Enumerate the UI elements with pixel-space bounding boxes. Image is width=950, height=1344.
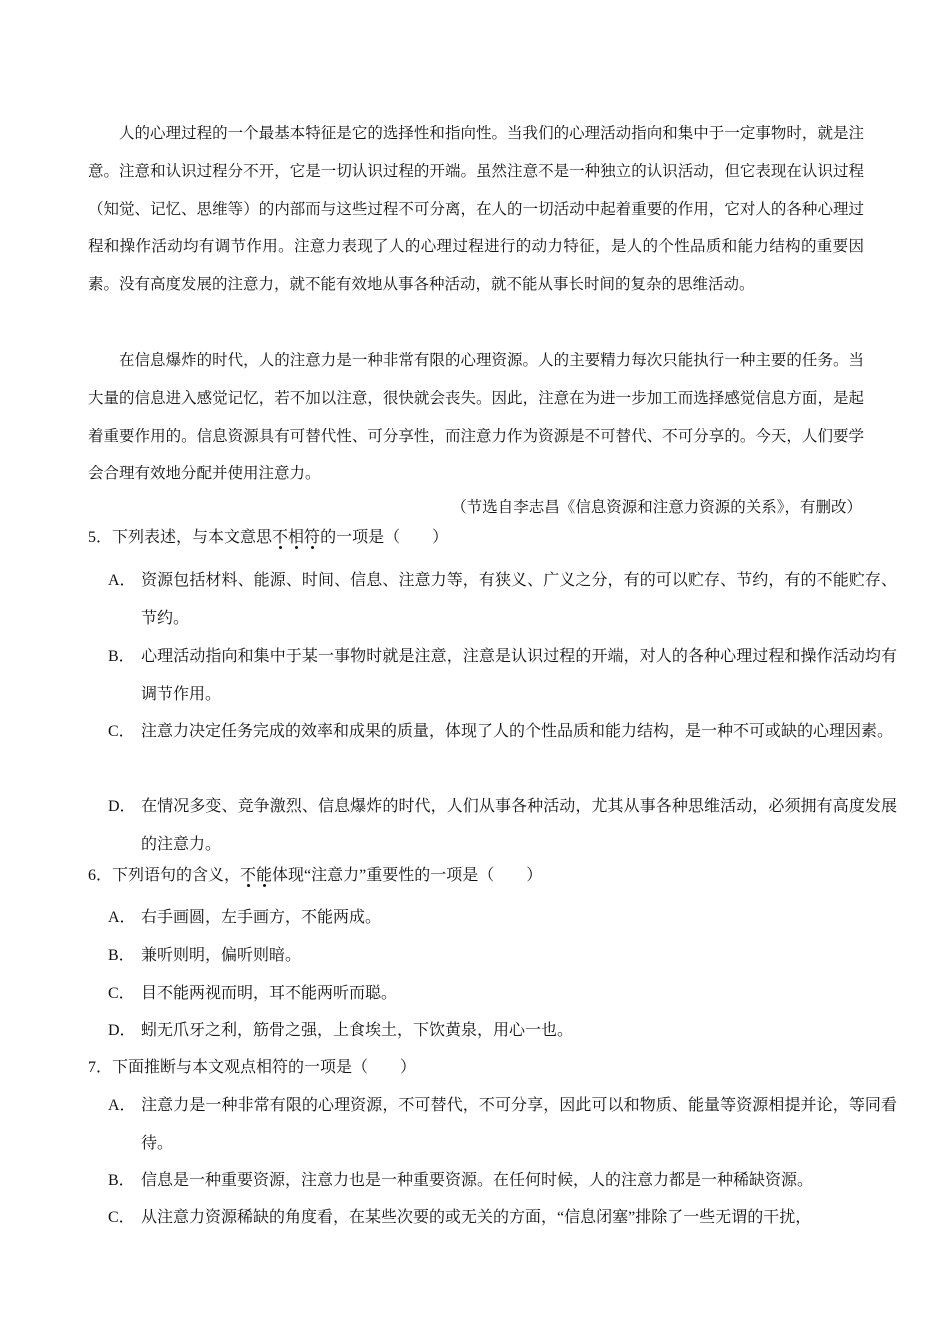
option-letter: D． <box>108 1022 136 1039</box>
question-6-option-d <box>108 1012 897 1050</box>
option-letter: B． <box>108 947 135 964</box>
question-5-option-a <box>108 562 897 637</box>
question-7-option-a <box>108 1087 897 1162</box>
option-letter: A． <box>108 572 136 589</box>
question-6-option-a <box>108 899 897 937</box>
question-5-option-c <box>108 713 897 751</box>
option-letter: B． <box>108 1172 135 1189</box>
option-letter: C． <box>108 1209 135 1226</box>
question-5-option-d <box>108 788 897 863</box>
option-text: 注意力决定任务完成的效率和成果的质量，体现了人的个性品质和能力结构，是一种不可或缺的心理因素。 <box>141 723 894 740</box>
emphasis-char: 能 <box>256 867 273 884</box>
option-letter: A． <box>108 909 136 926</box>
passage-source: （节选自李志昌《信息资源和注意力资源的关系》，有删改） <box>451 498 862 516</box>
emphasis-char: 相 <box>288 529 305 546</box>
option-letter: B． <box>108 648 135 665</box>
option-text: 资源包括材料、能源、时间、信息、注意力等，有狭义、广义之分，有的可以贮存、节约，有的不能贮存、节约。 <box>141 572 897 627</box>
question-7-stem: 7．下面推断与本文观点相符的一项是（ ） <box>88 1059 417 1076</box>
option-text: 信息是一种重要资源，注意力也是一种重要资源。在任何时候，人的注意力都是一种稀缺资源。 <box>141 1172 814 1189</box>
question-7-option-b <box>108 1162 897 1200</box>
question-7-option-c <box>108 1199 897 1237</box>
emphasis-char: 符 <box>304 529 321 546</box>
option-letter: C． <box>108 723 135 740</box>
option-text: 右手画圆，左手画方，不能两成。 <box>141 909 382 926</box>
question-5-stem <box>88 523 864 553</box>
option-text: 从注意力资源稀缺的角度看，在某些次要的或无关的方面，“信息闭塞”排除了一些无谓的干扰， <box>141 1209 812 1226</box>
question-5-stem-before: 5．下列表述，与本文意思 <box>88 529 273 546</box>
question-6-stem-before: 6．下列语句的含义， <box>88 867 241 884</box>
passage-paragraph-1: 人的心理过程的一个最基本特征是它的选择性和指向性。当我们的心理活动指向和集中于一定事物时，就是注意。注意和认识过程分不开，它是一切认识过程的开端。虽然注意不是一种独立的认识活动，但它表现在认识过程（知觉、记忆、思维等）的内部而与这些过程不可分离，在人的一切活动中起着重要的作用，它对人的各种心理过程和操作活动均有调节作用。注意力表现了人的心理过程进行的动力特征，是人的个性品质和能力结构的重要因素。没有高度发展的注意力，就不能有效地从事各种活动，就不能从事长时间的复杂的思维活动。 <box>88 124 864 294</box>
option-text: 在情况多变、竞争激烈、信息爆炸的时代，人们从事各种活动，尤其从事各种思维活动，必须拥有高度发展的注意力。 <box>141 798 897 853</box>
question-6-option-c <box>108 975 897 1013</box>
passage-paragraph-2: 在信息爆炸的时代，人的注意力是一种非常有限的心理资源。人的主要精力每次只能执行一种主要的任务。当大量的信息进入感觉记忆，若不加以注意，很快就会丧失。因此，注意在为进一步加工而选择感觉信息方面，是起着重要作用的。信息资源具有可替代性、可分享性，而注意力作为资源是不可替代、不可分享的。今天，人们要学会合理有效地分配并使用注意力。 <box>88 351 864 483</box>
emphasis-char: 不 <box>272 529 289 546</box>
question-5-option-b <box>108 638 897 713</box>
emphasis-char: 不 <box>240 867 257 884</box>
option-text: 注意力是一种非常有限的心理资源，不可替代，不可分享，因此可以和物质、能量等资源相提并论，等同看待。 <box>141 1097 897 1152</box>
question-6-option-b <box>108 937 897 975</box>
option-letter: A． <box>108 1097 136 1114</box>
option-text: 兼听则明，偏听则暗。 <box>141 947 302 964</box>
question-5-stem-after: 的一项是（ ） <box>320 529 449 546</box>
option-text: 心理活动指向和集中于某一事物时就是注意，注意是认识过程的开端，对人的各种心理过程和操作活动均有调节作用。 <box>141 648 897 703</box>
option-letter: C． <box>108 985 135 1002</box>
option-text: 蚓无爪牙之利，筋骨之强，上食埃土，下饮黄泉，用心一也。 <box>141 1022 574 1039</box>
question-6-stem <box>88 861 864 891</box>
question-6-stem-after: 体现“注意力”重要性的一项是（ ） <box>272 867 543 884</box>
option-letter: D． <box>108 798 136 815</box>
option-text: 目不能两视而明，耳不能两听而聪。 <box>141 985 398 1002</box>
